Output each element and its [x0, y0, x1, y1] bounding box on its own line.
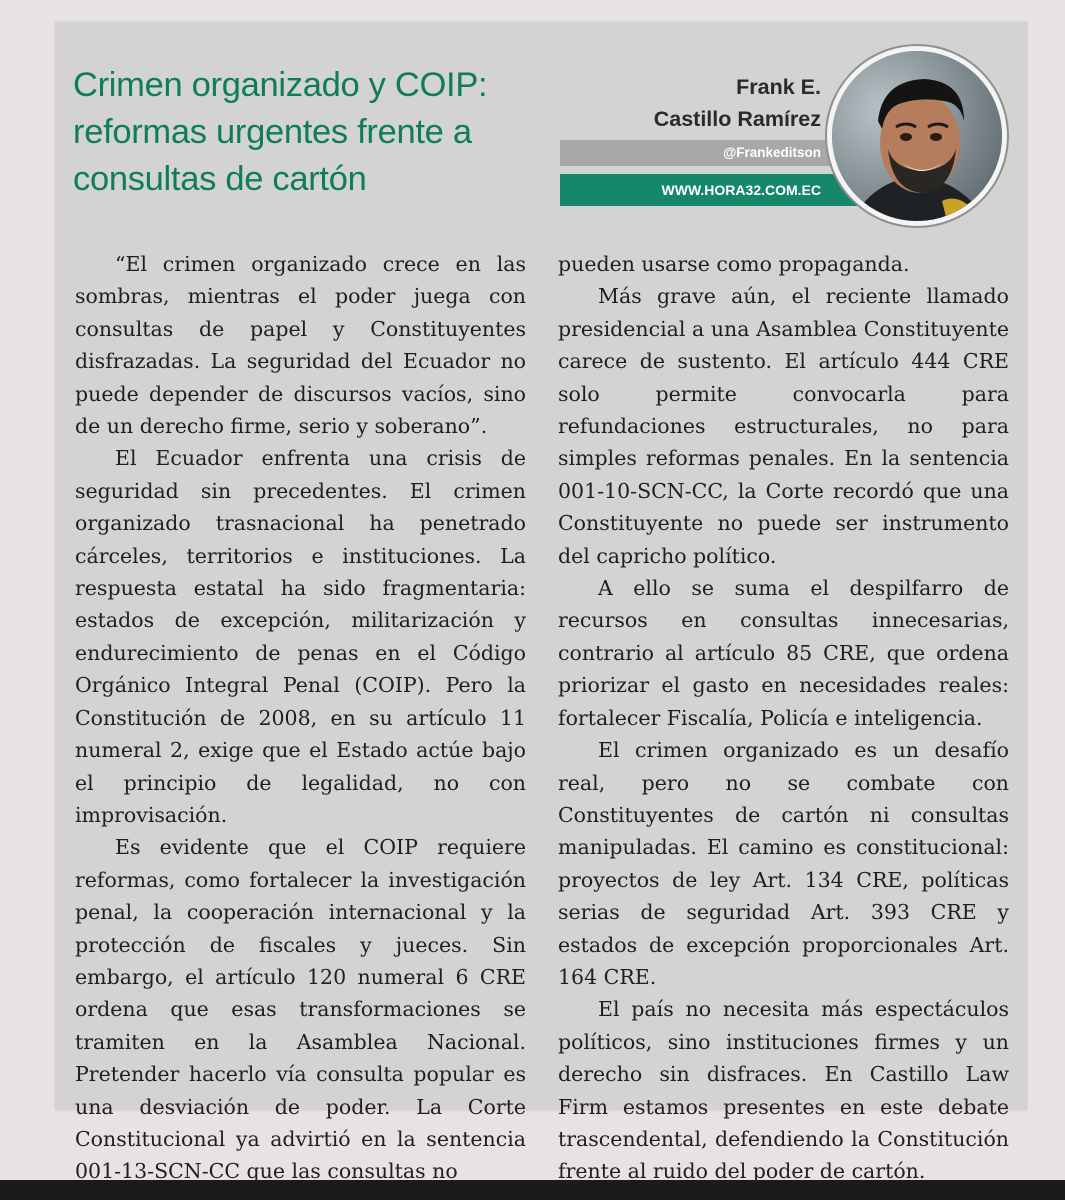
author-handle: @Frankeditson — [723, 145, 821, 160]
article-paragraph: El país no necesita más espectáculos políticos, sino instituciones firmes y un derecho sin disfraces. En Castillo Law Firm estamos presentes en este debate trascendental, defendiendo la Constitución frente al ruido del poder de cartón. — [558, 997, 1009, 1184]
author-name-line2: Castillo Ramírez — [653, 107, 821, 131]
article-headline: Crimen organizado y COIP: reformas urgentes frente a consultas de cartón — [73, 66, 488, 198]
article-column-right — [558, 248, 1009, 1188]
article-paragraph: Es evidente que el COIP requiere reformas, como fortalecer la investigación penal, la cooperación internacional y la protección de fiscales y jueces. Sin embargo, el artículo 120 numeral 6 CRE ordena que esas transformaciones se tramiten en la Asamblea Nacional. Pretender hacerlo vía consulta popular es una desviación de poder. La Corte Constitucional ya advirtió en la sentencia 001-13-SCN-CC que las consultas no — [75, 835, 526, 1184]
author-photo — [827, 46, 1007, 226]
website-label: WWW.HORA32.COM.EC — [661, 182, 821, 198]
article-paragraph-continuation: pueden usarse como propaganda. — [558, 252, 910, 276]
author-name — [595, 71, 821, 135]
author-name-line1: Frank E. — [736, 75, 821, 99]
article-paragraph: Más grave aún, el reciente llamado presidencial a una Asamblea Constituyente carece de sustento. El artículo 444 CRE solo permite convocarla para refundaciones estructurales, no para simples reformas penales. En la sentencia 001-10-SCN-CC, la Corte recordó que una Constituyente no puede ser instrumento del capricho político. — [558, 284, 1009, 568]
newspaper-clipping — [55, 22, 1027, 1184]
author-portrait-image — [832, 51, 1002, 221]
article-paragraph: El Ecuador enfrenta una crisis de seguridad sin precedentes. El crimen organizado trasnacional ha penetrado cárceles, territorios e instituciones. La respuesta estatal ha sido fragmentaria: estados de excepción, militarización y endurecimiento de penas en el Código Orgánico Integral Penal (COIP). Pero la Constitución de 2008, en su artículo 11 numeral 2, exige que el Estado actúe bajo el principio de legalidad, no con improvisación. — [75, 446, 526, 827]
article-paragraph: A ello se suma el despilfarro de recursos en consultas innecesarias, contrario al artículo 85 CRE, que ordena priorizar el gasto en necesidades reales: fortalecer Fiscalía, Policía e inteligencia. — [558, 576, 1009, 730]
article-paragraph: El crimen organizado es un desafío real, pero no se combate con Constituyentes de cartón ni consultas manipuladas. El camino es constitucional: proyectos de ley Art. 134 CRE, políticas serias de seguridad Art. 393 CRE y estados de excepción proporcionales Art. 164 CRE. — [558, 738, 1009, 989]
article-paragraph: “El crimen organizado crece en las sombras, mientras el poder juega con consultas de papel y Constituyentes disfrazadas. La seguridad del Ecuador no puede depender de discursos vacíos, sino de un derecho firme, serio y soberano”. — [75, 252, 526, 439]
article-column-left — [75, 248, 526, 1188]
